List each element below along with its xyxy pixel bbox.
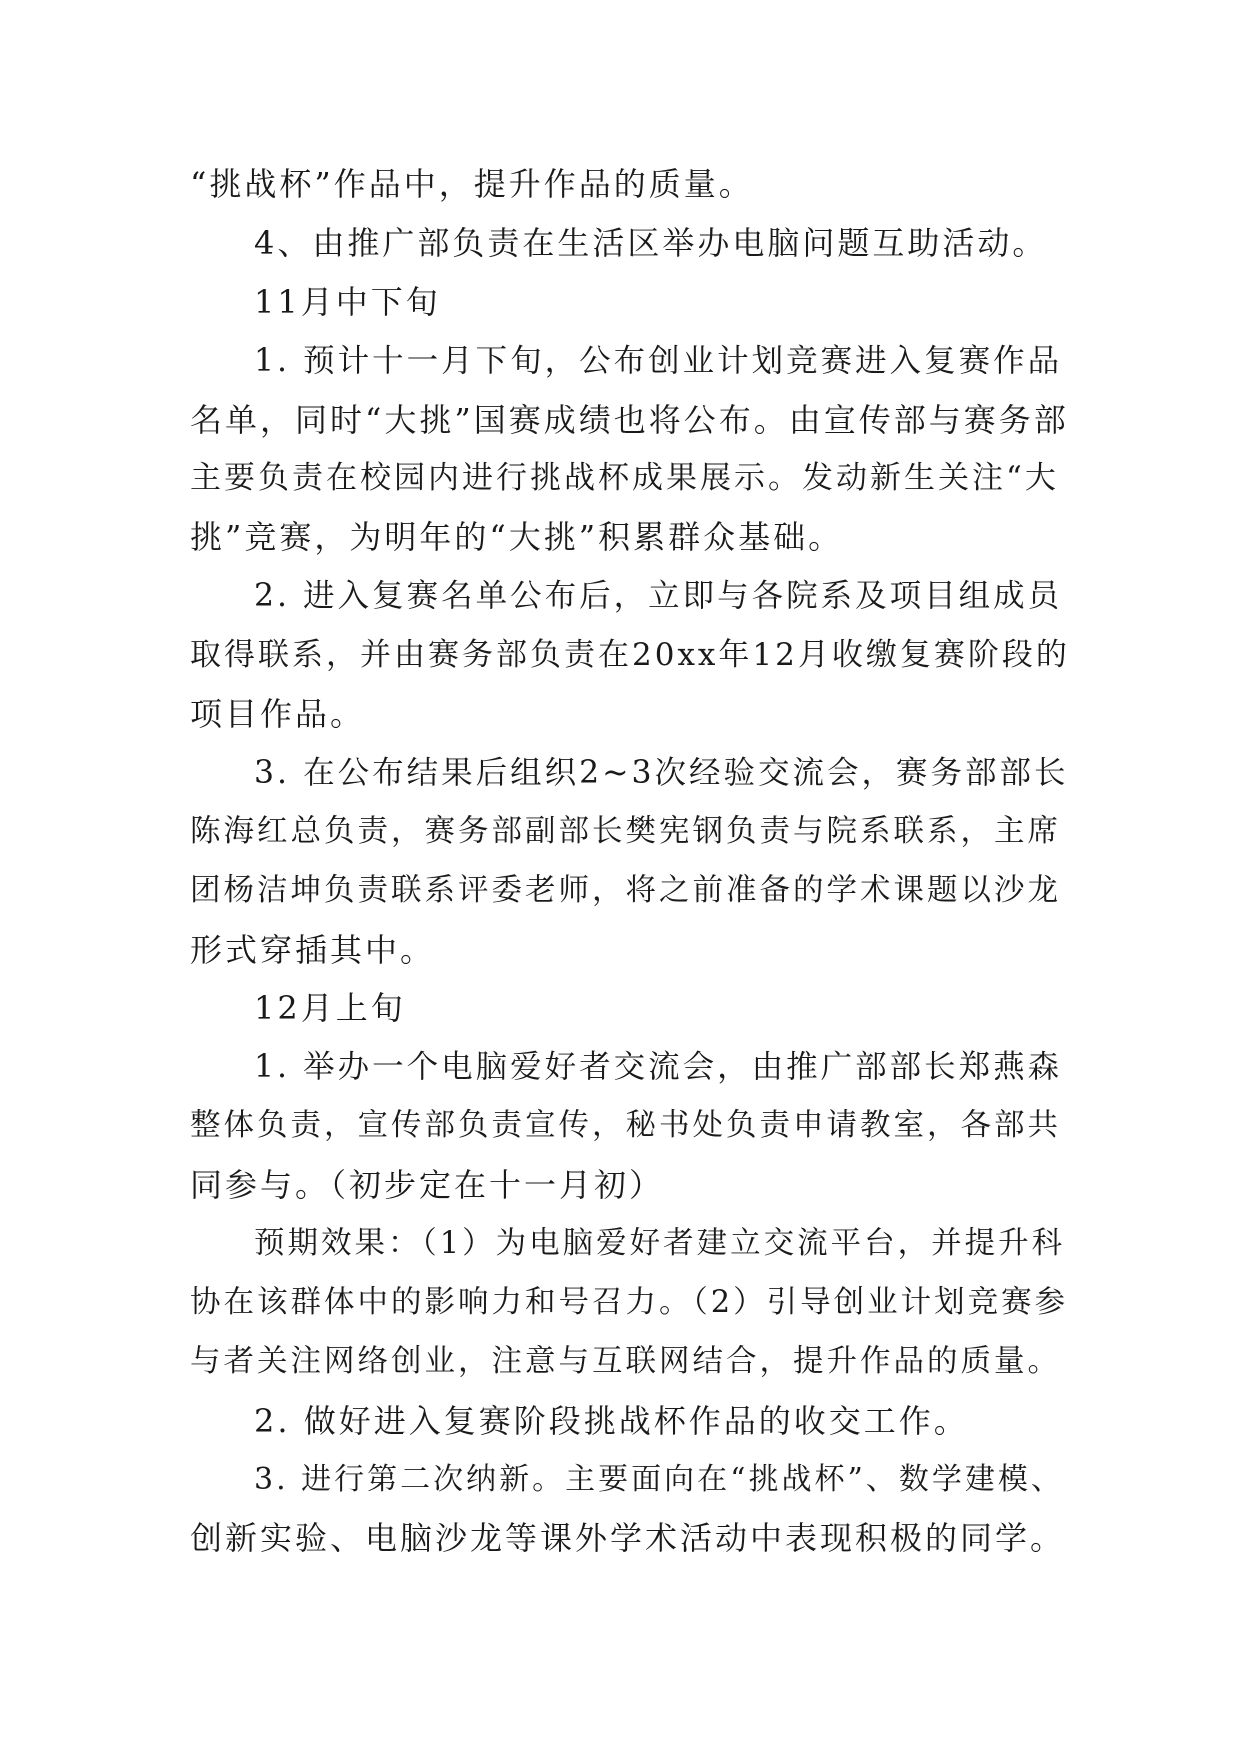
text-line: 名单，同时“大挑”国赛成绩也将公布。由宣传部与赛务部 <box>190 400 1069 439</box>
text-line: 主要负责在校园内进行挑战杯成果展示。发动新生关注“大 <box>190 460 1059 497</box>
text-line: 3. 进行第二次纳新。主要面向在“挑战杯”、数学建模、 <box>254 1461 1064 1497</box>
text-line: 与者关注网络创业，注意与互联网结合，提升作品的质量。 <box>190 1343 1061 1379</box>
text-line: 整体负责，宣传部负责宣传，秘书处负责申请教室，各部共 <box>190 1108 1061 1144</box>
text-line: 取得联系，并由赛务部负责在20xx年12月收缴复赛阶段的 <box>190 637 1070 674</box>
text-line: “挑战杯”作品中，提升作品的质量。 <box>190 165 754 203</box>
text-line: 团杨洁坤负责联系评委老师，将之前准备的学术课题以沙龙 <box>190 872 1061 908</box>
text-line: 预期效果：（1）为电脑爱好者建立交流平台，并提升科 <box>254 1226 1066 1262</box>
text-line: 同参与。（初步定在十一月初） <box>190 1166 665 1205</box>
document-body <box>190 155 1070 1568</box>
text-line: 协在该群体中的影响力和号召力。（2）引导创业计划竞赛参 <box>190 1284 1069 1320</box>
text-line: 形式穿插其中。 <box>190 930 436 969</box>
text-line: 陈海红总负责，赛务部副部长樊宪钢负责与院系联系，主席 <box>190 813 1061 849</box>
text-line: 2. 做好进入复赛阶段挑战杯作品的收交工作。 <box>254 1401 969 1440</box>
text-line: 创新实验、电脑沙龙等课外学术活动中表现积极的同学。 <box>190 1519 1066 1558</box>
text-line: 2. 进入复赛名单公布后，立即与各院系及项目组成员 <box>254 578 1063 615</box>
section-heading: 12月上旬 <box>254 989 406 1028</box>
text-line: 3. 在公布结果后组织2~3次经验交流会，赛务部部长 <box>254 754 1069 791</box>
text-line: 1. 预计十一月下旬，公布创业计划竞赛进入复赛作品 <box>254 342 1063 379</box>
text-line: 4、由推广部负责在生活区举办电脑问题互助活动。 <box>254 223 1048 262</box>
text-line: 项目作品。 <box>190 695 366 734</box>
section-heading: 11月中下旬 <box>254 282 441 321</box>
text-line: 1. 举办一个电脑爱好者交流会，由推广部部长郑燕森 <box>254 1049 1063 1086</box>
text-line: 挑”竞赛，为明年的“大挑”积累群众基础。 <box>190 518 844 557</box>
